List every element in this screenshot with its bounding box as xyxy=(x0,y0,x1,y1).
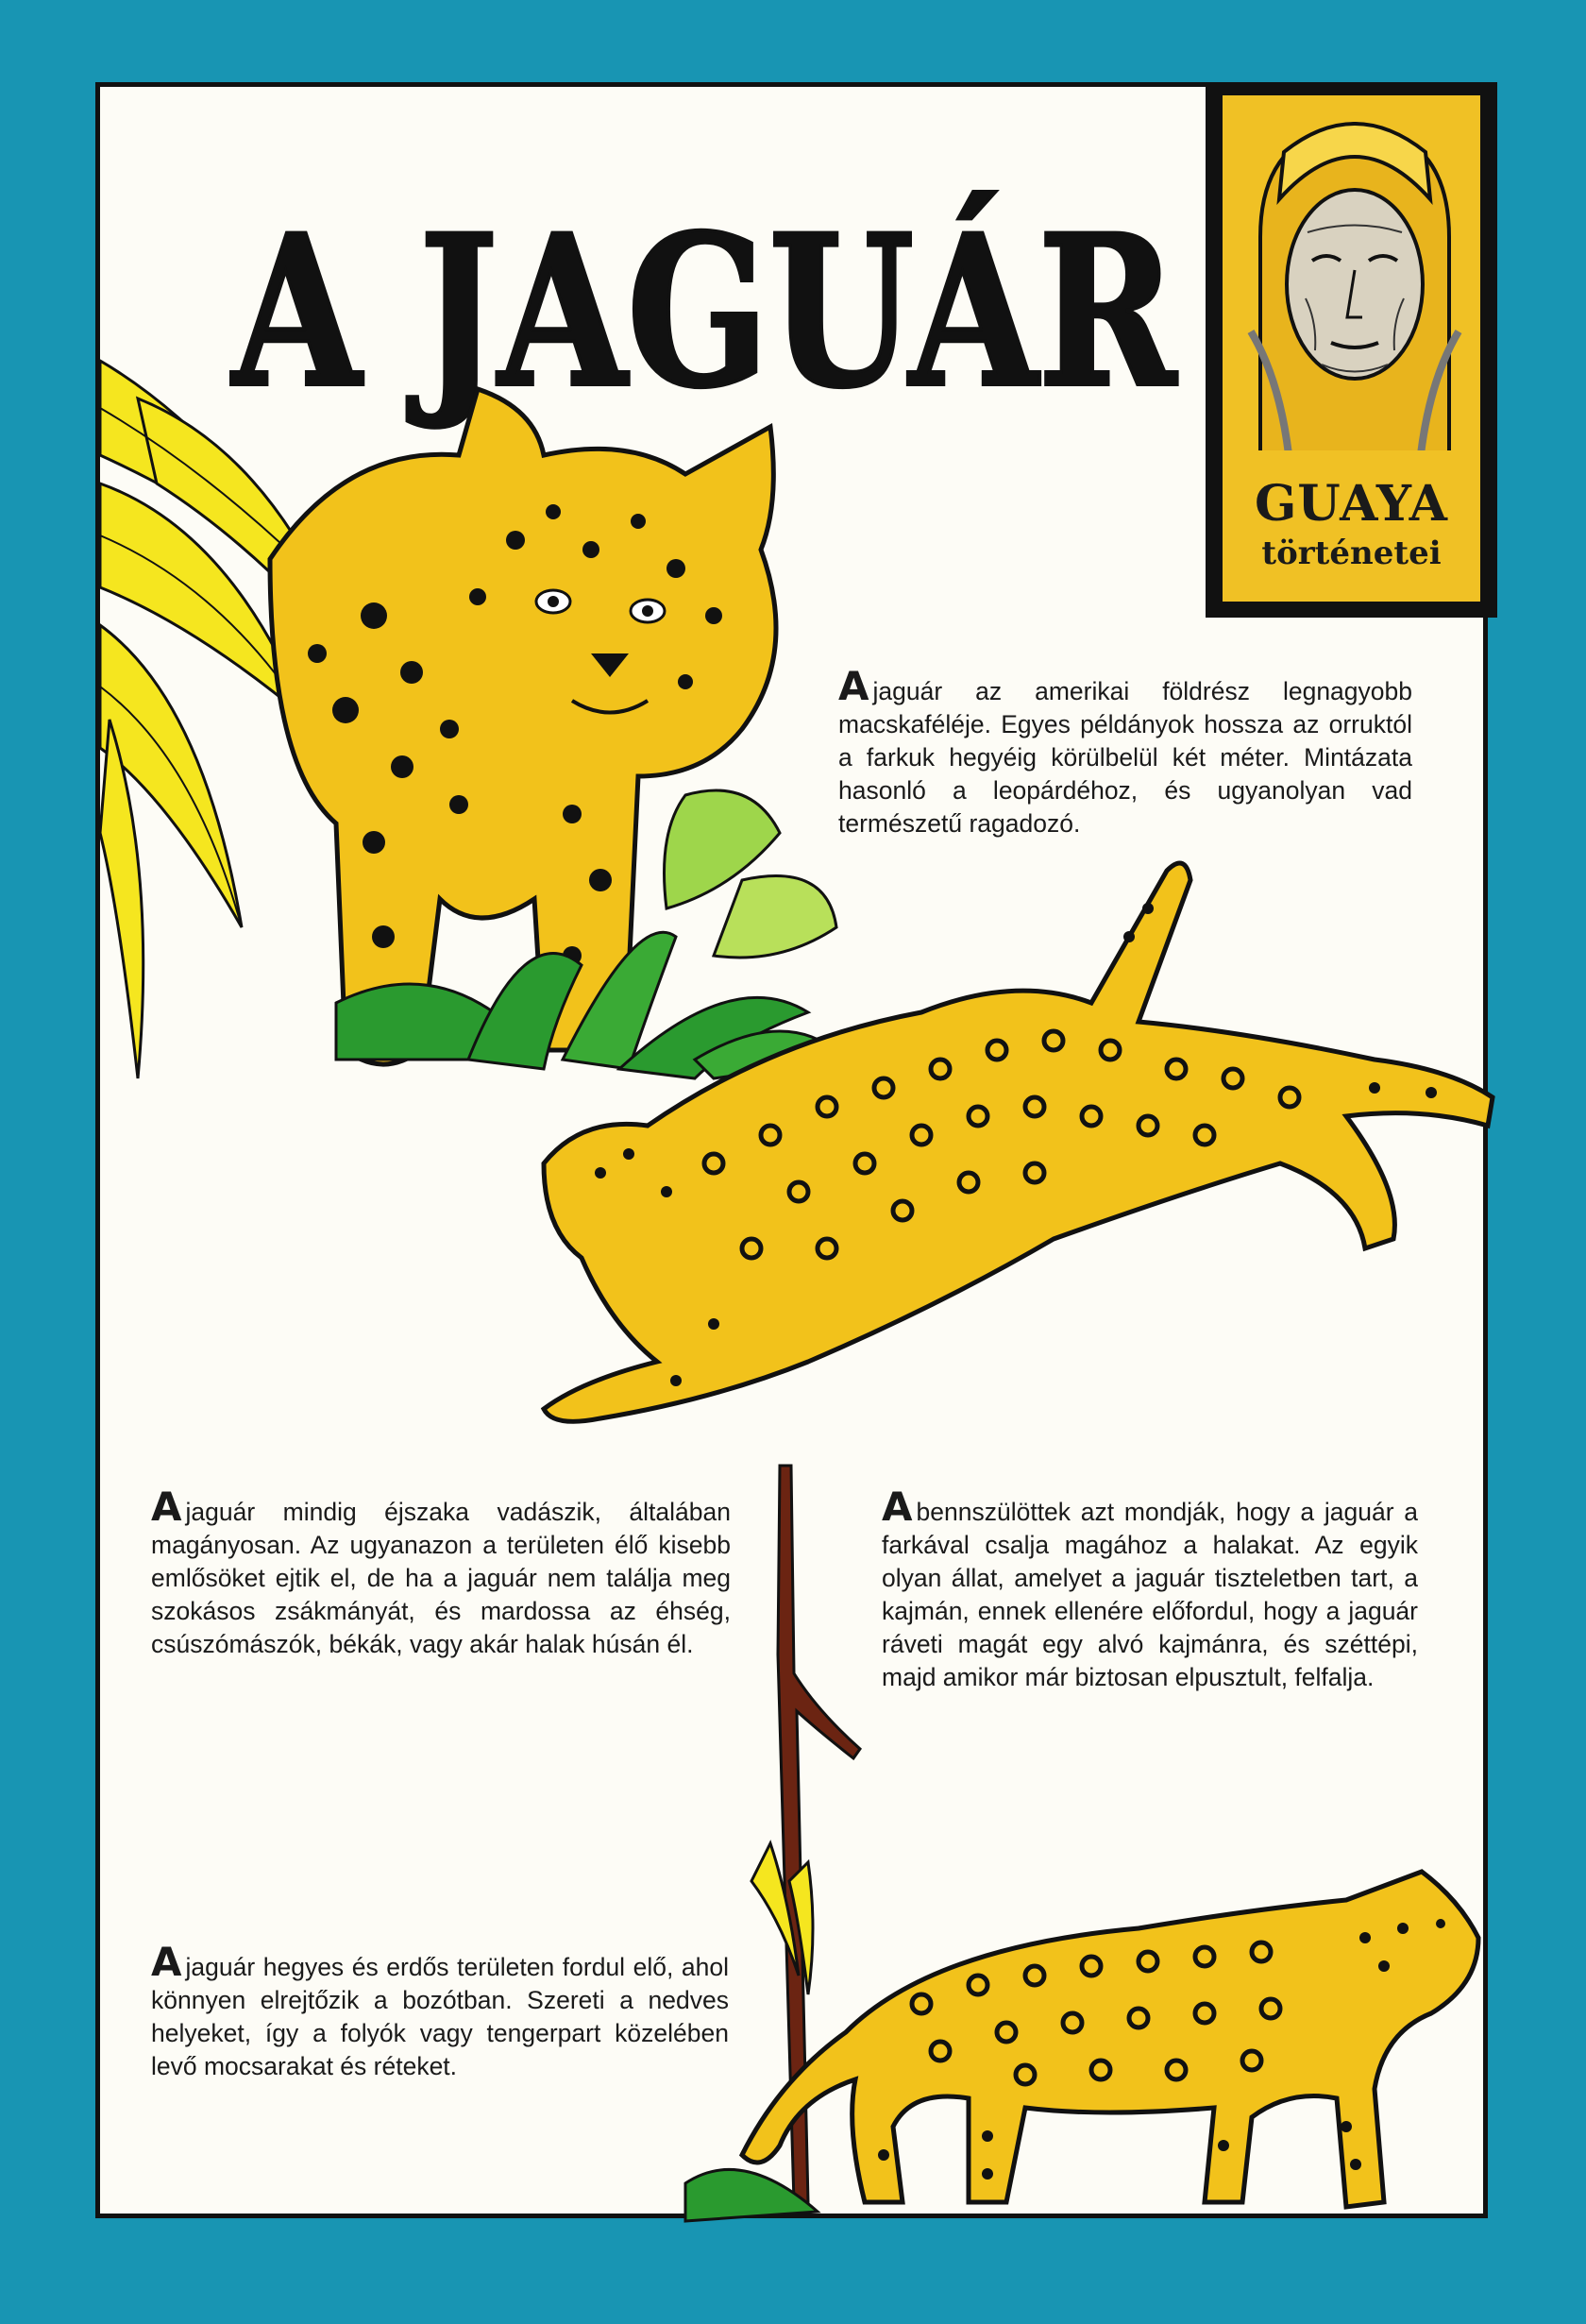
paragraph-habitat xyxy=(151,1938,729,2083)
drop-cap: A xyxy=(151,1938,182,1985)
leaping-jaguar-illustration xyxy=(525,852,1493,1484)
guaya-subtitle: történetei xyxy=(1261,534,1442,572)
guaya-badge xyxy=(1206,82,1497,618)
paragraph-intro xyxy=(838,662,1412,840)
drop-cap: A xyxy=(882,1483,913,1530)
walking-jaguar-illustration xyxy=(685,1843,1493,2221)
article-page xyxy=(95,82,1488,2218)
old-woman-portrait-icon xyxy=(1223,95,1480,454)
drop-cap: A xyxy=(838,662,869,709)
paragraph-text: jaguár mindig éjszaka vadászik, általában magányosan. Az ugyanazon a területen élő kisebb emlősöket ejtik el, de ha a jaguár nem találja meg szokásos zsákmányát, és mardossa az éhség, csúszómászók, békák, vagy akár halak húsán él. xyxy=(151,1497,731,1658)
guaya-name: GUAYA xyxy=(1254,475,1449,533)
paragraph-text: jaguár az amerikai földrész legnagyobb macskaféléje. Egyes példányok hossza az orruktól a farkuk hegyéig körülbelül két méter. Mintázata hasonló a leopárdéhoz, és ugyanolyan vad természetű ragadozó. xyxy=(838,676,1412,838)
guaya-label xyxy=(1223,450,1480,602)
paragraph-legend xyxy=(882,1483,1418,1694)
drop-cap: A xyxy=(151,1483,182,1530)
paragraph-hunting xyxy=(151,1483,731,1661)
paragraph-text: jaguár hegyes és erdős területen fordul elő, ahol könnyen elrejtőzik a bozótban. Szereti a nedves helyeket, így a folyók vagy tengerpart közelében levő mocsarakat és réteket. xyxy=(151,1952,729,2080)
paragraph-text: bennszülöttek azt mondják, hogy a jaguár a farkával csalja magához a halakat. Az egyik olyan állat, amelyet a jaguár tiszteletben tart, a kajmán, ennek ellenére előfordul, hogy a jaguár ráveti magát egy alvó kajmánra, és széttépi, majd amikor már biztosan elpusztult, felfalja. xyxy=(882,1497,1418,1691)
title-text: A JAGUÁR xyxy=(230,189,1178,433)
